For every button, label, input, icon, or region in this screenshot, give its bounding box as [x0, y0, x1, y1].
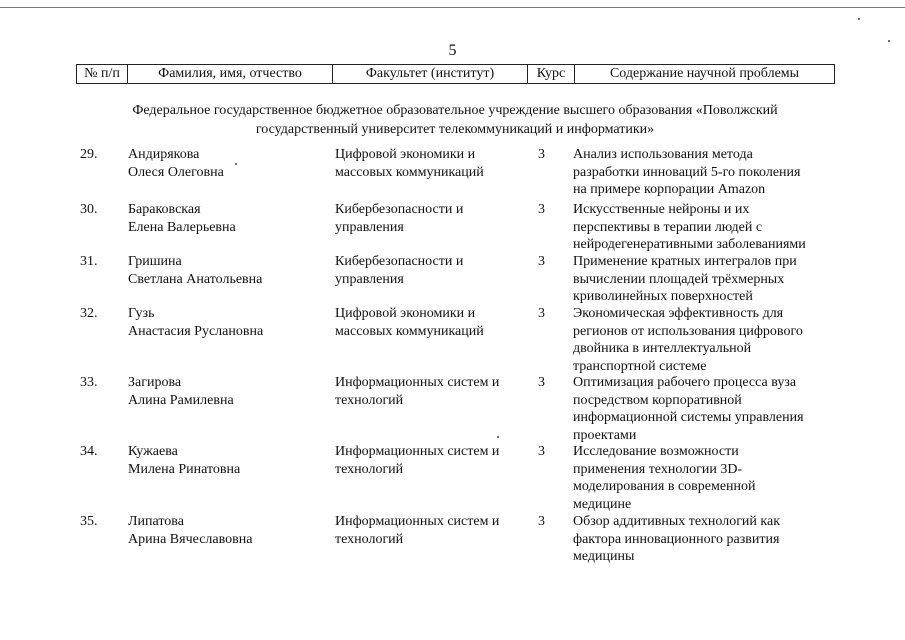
research-topic-line: моделирования в современной [573, 479, 756, 494]
faculty-name-line: Кибербезопасности и [335, 254, 464, 269]
row-number: 29. [80, 147, 98, 162]
header-col-topic: Содержание научной проблемы [575, 65, 835, 84]
research-topic-line: проектами [573, 427, 637, 443]
faculty-name [335, 443, 525, 478]
faculty-name [335, 374, 525, 409]
faculty-name-line: Цифровой экономики и [335, 306, 476, 321]
student-name-line: Алина Рамилевна [128, 392, 234, 408]
research-topic-line: Применение кратных интегралов при [573, 254, 797, 269]
course-number: 3 [538, 202, 545, 217]
faculty-name-line: управления [335, 219, 404, 235]
research-topic [573, 201, 863, 254]
faculty-name-line: массовых коммуникаций [335, 164, 484, 180]
course-number: 3 [538, 254, 545, 269]
faculty-name [335, 305, 525, 340]
student-name-line: Анастасия Руслановна [128, 323, 264, 339]
student-name-line: Кужаева [128, 444, 178, 459]
faculty-name-line: управления [335, 271, 404, 287]
research-topic-line: посредством корпоративной [573, 392, 742, 408]
research-topic-line: регионов от использования цифрового [573, 323, 803, 339]
student-name [128, 374, 328, 409]
research-topic-line: Экономическая эффективность для [573, 306, 784, 321]
student-name [128, 305, 328, 340]
faculty-name [335, 253, 525, 288]
research-topic-line: Искусственные нейроны и их [573, 202, 750, 217]
scan-speck [235, 163, 237, 165]
scan-speck [858, 18, 860, 20]
header-col-faculty: Факультет (институт) [333, 65, 528, 84]
row-number: 32. [80, 306, 98, 321]
organization-name [90, 101, 820, 139]
faculty-name-line: технологий [335, 392, 404, 408]
research-topic-line: Анализ использования метода [573, 147, 753, 162]
faculty-name-line: Цифровой экономики и [335, 147, 476, 162]
faculty-name-line: массовых коммуникаций [335, 323, 484, 339]
student-name [128, 443, 328, 478]
student-name-line: Гришина [128, 254, 182, 269]
student-name [128, 513, 328, 548]
student-name-line: Елена Валерьевна [128, 219, 236, 235]
research-topic-line: криволинейных поверхностей [573, 289, 753, 304]
research-topic [573, 513, 863, 566]
research-topic-line: двойника в интеллектуальной [573, 341, 752, 356]
row-number: 33. [80, 375, 98, 390]
student-name-line: Арина Вячеславовна [128, 531, 253, 547]
scan-speck [888, 40, 890, 42]
course-number: 3 [538, 147, 545, 162]
faculty-name-line: Информационных систем и [335, 375, 500, 390]
student-name [128, 253, 328, 288]
course-number: 3 [538, 444, 545, 459]
research-topic [573, 443, 863, 513]
student-name [128, 201, 328, 236]
student-name-line: Бараковская [128, 202, 201, 217]
organization-line-1: Федеральное государственное бюджетное образовательное учреждение высшего образования «Поволжский [132, 103, 778, 118]
research-topic-line: разработки инноваций 5-го поколения [573, 164, 801, 180]
research-topic-line: вычислении площадей трёхмерных [573, 271, 785, 287]
research-topic-line: на примере корпорации Amazon [573, 182, 766, 197]
page-number: 5 [448, 42, 457, 59]
research-topic-line: транспортной системе [573, 358, 707, 374]
research-topic-line: Оптимизация рабочего процесса вуза [573, 375, 797, 390]
organization-line-2: государственный университет телекоммуникаций и информатики» [255, 122, 655, 137]
research-topic [573, 253, 863, 306]
research-topic-line: Исследование возможности [573, 444, 739, 459]
student-name [128, 146, 328, 181]
row-number: 31. [80, 254, 98, 269]
research-topic-line: Обзор аддитивных технологий как [573, 514, 781, 529]
research-topic-line: нейродегенеративными заболеваниями [573, 237, 806, 252]
student-name-line: Андирякова [128, 147, 200, 162]
scan-speck [497, 436, 499, 438]
row-number: 34. [80, 444, 98, 459]
research-topic-line: информационной системы управления [573, 410, 804, 425]
student-name-line: Загирова [128, 375, 182, 390]
header-col-course: Курс [528, 65, 575, 84]
research-topic-line: медицине [573, 496, 632, 512]
row-number: 30. [80, 202, 98, 217]
page-top-edge [0, 7, 905, 8]
faculty-name-line: Кибербезопасности и [335, 202, 464, 217]
faculty-name [335, 513, 525, 548]
faculty-name-line: Информационных систем и [335, 514, 500, 529]
faculty-name-line: технологий [335, 461, 404, 477]
research-topic-line: медицины [573, 549, 635, 564]
course-number: 3 [538, 514, 545, 529]
research-topic-line: применения технологии 3D- [573, 461, 743, 477]
research-topic-line: перспективы в терапии людей с [573, 219, 763, 235]
row-number: 35. [80, 514, 98, 529]
faculty-name [335, 201, 525, 236]
course-number: 3 [538, 375, 545, 390]
student-name-line: Липатова [128, 514, 184, 529]
header-col-number: № п/п [77, 65, 128, 84]
research-topic [573, 146, 863, 199]
course-number: 3 [538, 306, 545, 321]
student-name-line: Светлана Анатольевна [128, 271, 263, 287]
table-header [76, 64, 835, 84]
faculty-name-line: Информационных систем и [335, 444, 500, 459]
faculty-name-line: технологий [335, 531, 404, 547]
student-name-line: Олеся Олеговна [128, 164, 224, 180]
research-topic [573, 305, 863, 375]
faculty-name [335, 146, 525, 181]
header-col-name: Фамилия, имя, отчество [128, 65, 333, 84]
research-topic-line: фактора инновационного развития [573, 531, 780, 547]
student-name-line: Гузь [128, 306, 155, 321]
student-name-line: Милена Ринатовна [128, 461, 241, 477]
research-topic [573, 374, 863, 444]
